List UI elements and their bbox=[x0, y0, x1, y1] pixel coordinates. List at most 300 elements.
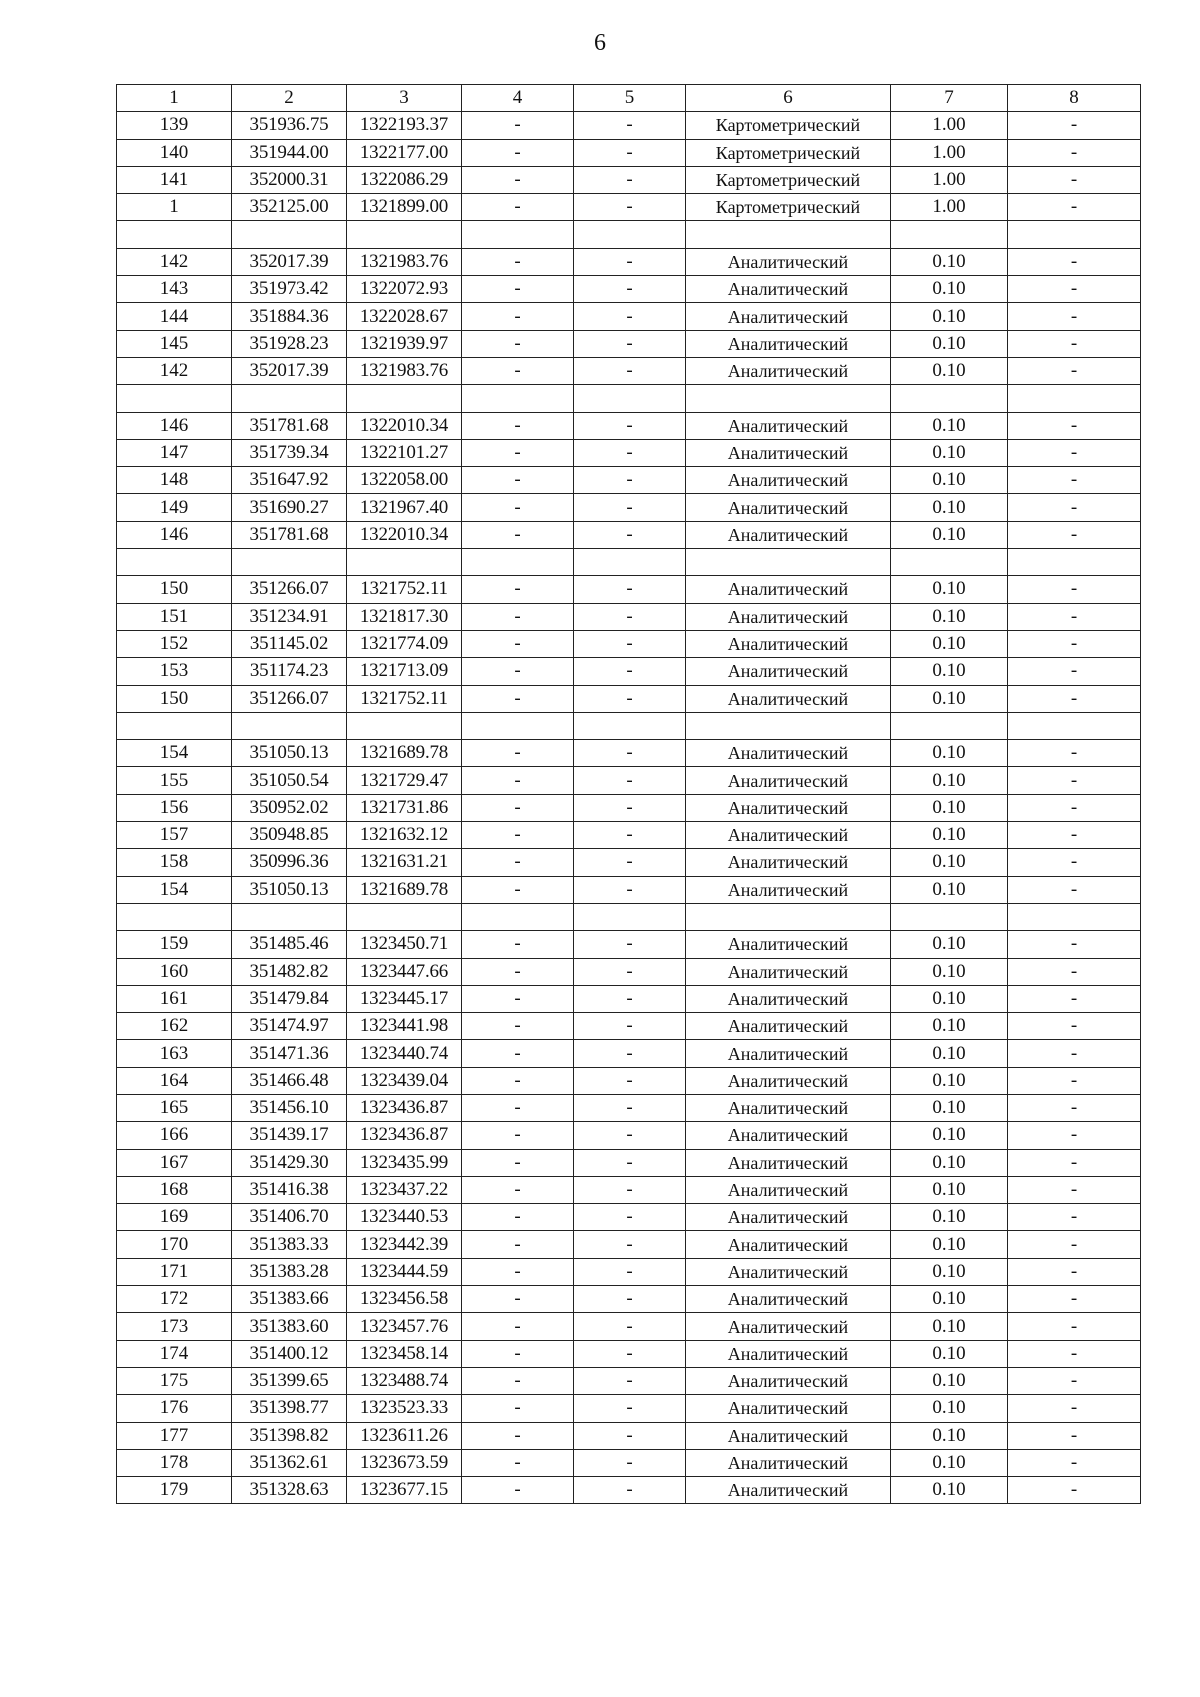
method-cell: Аналитический bbox=[686, 576, 891, 603]
column-8-cell: - bbox=[1008, 1094, 1141, 1121]
column-5-cell: - bbox=[574, 303, 686, 330]
column-4-cell: - bbox=[462, 985, 574, 1012]
table-row bbox=[117, 1340, 1141, 1367]
x-coordinate-cell: 350948.85 bbox=[232, 822, 347, 849]
column-4-cell: - bbox=[462, 630, 574, 657]
accuracy-cell: 0.10 bbox=[891, 1422, 1008, 1449]
column-5-cell bbox=[574, 221, 686, 248]
column-5-cell: - bbox=[574, 1313, 686, 1340]
accuracy-cell: 0.10 bbox=[891, 1340, 1008, 1367]
table-row bbox=[117, 1094, 1141, 1121]
method-cell: Аналитический bbox=[686, 876, 891, 903]
accuracy-cell: 0.10 bbox=[891, 767, 1008, 794]
column-4-cell: - bbox=[462, 1258, 574, 1285]
column-8-cell: - bbox=[1008, 1395, 1141, 1422]
method-cell: Аналитический bbox=[686, 603, 891, 630]
column-8-cell: - bbox=[1008, 166, 1141, 193]
x-coordinate-cell: 351050.54 bbox=[232, 767, 347, 794]
table-row bbox=[117, 467, 1141, 494]
accuracy-cell: 0.10 bbox=[891, 330, 1008, 357]
table-row bbox=[117, 767, 1141, 794]
column-4-cell: - bbox=[462, 1204, 574, 1231]
y-coordinate-cell: 1321631.21 bbox=[347, 849, 462, 876]
column-5-cell: - bbox=[574, 1340, 686, 1367]
column-8-cell: - bbox=[1008, 822, 1141, 849]
accuracy-cell: 0.10 bbox=[891, 1176, 1008, 1203]
accuracy-cell: 0.10 bbox=[891, 1258, 1008, 1285]
table-row bbox=[117, 1422, 1141, 1449]
x-coordinate-cell: 351050.13 bbox=[232, 876, 347, 903]
y-coordinate-cell: 1323435.99 bbox=[347, 1149, 462, 1176]
column-5-cell: - bbox=[574, 740, 686, 767]
point-number-cell: 175 bbox=[117, 1367, 232, 1394]
column-8-cell: - bbox=[1008, 794, 1141, 821]
method-cell: Аналитический bbox=[686, 1367, 891, 1394]
method-cell: Аналитический bbox=[686, 1286, 891, 1313]
column-4-cell: - bbox=[462, 357, 574, 384]
point-number-cell: 169 bbox=[117, 1204, 232, 1231]
x-coordinate-cell: 351383.28 bbox=[232, 1258, 347, 1285]
column-4-cell: - bbox=[462, 494, 574, 521]
header-cell: 6 bbox=[686, 85, 891, 112]
column-8-cell: - bbox=[1008, 1176, 1141, 1203]
table-row bbox=[117, 1367, 1141, 1394]
column-4-cell: - bbox=[462, 1477, 574, 1504]
column-8-cell: - bbox=[1008, 658, 1141, 685]
column-5-cell: - bbox=[574, 1231, 686, 1258]
point-number-cell: 156 bbox=[117, 794, 232, 821]
header-cell: 7 bbox=[891, 85, 1008, 112]
x-coordinate-cell: 351174.23 bbox=[232, 658, 347, 685]
column-5-cell: - bbox=[574, 603, 686, 630]
accuracy-cell: 0.10 bbox=[891, 521, 1008, 548]
point-number-cell: 176 bbox=[117, 1395, 232, 1422]
point-number-cell bbox=[117, 221, 232, 248]
point-number-cell: 158 bbox=[117, 849, 232, 876]
accuracy-cell: 0.10 bbox=[891, 494, 1008, 521]
table-row bbox=[117, 1395, 1141, 1422]
method-cell: Аналитический bbox=[686, 276, 891, 303]
column-4-cell: - bbox=[462, 521, 574, 548]
point-number-cell bbox=[117, 712, 232, 739]
accuracy-cell: 0.10 bbox=[891, 1204, 1008, 1231]
column-5-cell: - bbox=[574, 330, 686, 357]
y-coordinate-cell: 1321983.76 bbox=[347, 248, 462, 275]
accuracy-cell: 0.10 bbox=[891, 276, 1008, 303]
point-number-cell: 154 bbox=[117, 876, 232, 903]
point-number-cell: 162 bbox=[117, 1013, 232, 1040]
column-5-cell: - bbox=[574, 494, 686, 521]
method-cell: Аналитический bbox=[686, 248, 891, 275]
column-5-cell: - bbox=[574, 1477, 686, 1504]
method-cell: Аналитический bbox=[686, 521, 891, 548]
column-8-cell: - bbox=[1008, 1231, 1141, 1258]
column-5-cell: - bbox=[574, 139, 686, 166]
table-row bbox=[117, 1286, 1141, 1313]
column-4-cell: - bbox=[462, 876, 574, 903]
table-row bbox=[117, 1013, 1141, 1040]
column-8-cell: - bbox=[1008, 1449, 1141, 1476]
accuracy-cell: 0.10 bbox=[891, 1395, 1008, 1422]
column-8-cell: - bbox=[1008, 740, 1141, 767]
column-4-cell: - bbox=[462, 1067, 574, 1094]
y-coordinate-cell: 1321899.00 bbox=[347, 194, 462, 221]
column-5-cell: - bbox=[574, 1395, 686, 1422]
table-row bbox=[117, 1067, 1141, 1094]
table-row bbox=[117, 685, 1141, 712]
column-8-cell: - bbox=[1008, 1422, 1141, 1449]
x-coordinate-cell: 352017.39 bbox=[232, 357, 347, 384]
column-8-cell bbox=[1008, 712, 1141, 739]
x-coordinate-cell: 351739.34 bbox=[232, 439, 347, 466]
header-cell: 2 bbox=[232, 85, 347, 112]
column-5-cell: - bbox=[574, 1013, 686, 1040]
x-coordinate-cell: 352017.39 bbox=[232, 248, 347, 275]
point-number-cell: 171 bbox=[117, 1258, 232, 1285]
table-row bbox=[117, 1204, 1141, 1231]
x-coordinate-cell: 351456.10 bbox=[232, 1094, 347, 1121]
x-coordinate-cell: 351482.82 bbox=[232, 958, 347, 985]
column-5-cell: - bbox=[574, 1204, 686, 1231]
table-row bbox=[117, 903, 1141, 930]
column-8-cell: - bbox=[1008, 1258, 1141, 1285]
point-number-cell: 150 bbox=[117, 685, 232, 712]
y-coordinate-cell: 1321774.09 bbox=[347, 630, 462, 657]
accuracy-cell: 0.10 bbox=[891, 658, 1008, 685]
method-cell: Аналитический bbox=[686, 467, 891, 494]
y-coordinate-cell: 1323436.87 bbox=[347, 1122, 462, 1149]
column-4-cell bbox=[462, 549, 574, 576]
x-coordinate-cell: 351383.66 bbox=[232, 1286, 347, 1313]
column-8-cell: - bbox=[1008, 1149, 1141, 1176]
column-4-cell: - bbox=[462, 412, 574, 439]
point-number-cell: 144 bbox=[117, 303, 232, 330]
column-8-cell bbox=[1008, 221, 1141, 248]
x-coordinate-cell: 351429.30 bbox=[232, 1149, 347, 1176]
x-coordinate-cell: 351944.00 bbox=[232, 139, 347, 166]
method-cell: Аналитический bbox=[686, 412, 891, 439]
x-coordinate-cell: 351406.70 bbox=[232, 1204, 347, 1231]
column-5-cell: - bbox=[574, 1149, 686, 1176]
column-5-cell: - bbox=[574, 931, 686, 958]
column-4-cell bbox=[462, 712, 574, 739]
column-4-cell: - bbox=[462, 740, 574, 767]
method-cell: Картометрический bbox=[686, 166, 891, 193]
y-coordinate-cell: 1322010.34 bbox=[347, 412, 462, 439]
table-row bbox=[117, 985, 1141, 1012]
header-cell: 3 bbox=[347, 85, 462, 112]
point-number-cell: 152 bbox=[117, 630, 232, 657]
column-4-cell: - bbox=[462, 1013, 574, 1040]
table-row bbox=[117, 1122, 1141, 1149]
point-number-cell: 143 bbox=[117, 276, 232, 303]
method-cell: Аналитический bbox=[686, 767, 891, 794]
point-number-cell: 151 bbox=[117, 603, 232, 630]
point-number-cell: 150 bbox=[117, 576, 232, 603]
header-cell: 8 bbox=[1008, 85, 1141, 112]
y-coordinate-cell: 1323447.66 bbox=[347, 958, 462, 985]
method-cell: Аналитический bbox=[686, 1122, 891, 1149]
column-8-cell bbox=[1008, 385, 1141, 412]
column-5-cell: - bbox=[574, 985, 686, 1012]
table-row bbox=[117, 221, 1141, 248]
method-cell: Аналитический bbox=[686, 1040, 891, 1067]
table-row bbox=[117, 876, 1141, 903]
y-coordinate-cell: 1321939.97 bbox=[347, 330, 462, 357]
x-coordinate-cell: 351781.68 bbox=[232, 521, 347, 548]
y-coordinate-cell: 1321731.86 bbox=[347, 794, 462, 821]
method-cell: Аналитический bbox=[686, 330, 891, 357]
column-5-cell: - bbox=[574, 1040, 686, 1067]
method-cell: Аналитический bbox=[686, 303, 891, 330]
y-coordinate-cell: 1323458.14 bbox=[347, 1340, 462, 1367]
accuracy-cell: 0.10 bbox=[891, 822, 1008, 849]
table-row bbox=[117, 1477, 1141, 1504]
accuracy-cell: 0.10 bbox=[891, 740, 1008, 767]
table-row bbox=[117, 521, 1141, 548]
accuracy-cell: 0.10 bbox=[891, 876, 1008, 903]
column-4-cell: - bbox=[462, 1422, 574, 1449]
x-coordinate-cell: 351362.61 bbox=[232, 1449, 347, 1476]
accuracy-cell: 0.10 bbox=[891, 1067, 1008, 1094]
column-5-cell bbox=[574, 549, 686, 576]
table-row bbox=[117, 357, 1141, 384]
accuracy-cell: 0.10 bbox=[891, 303, 1008, 330]
x-coordinate-cell bbox=[232, 903, 347, 930]
x-coordinate-cell bbox=[232, 221, 347, 248]
table-row bbox=[117, 958, 1141, 985]
table-row bbox=[117, 1040, 1141, 1067]
method-cell: Аналитический bbox=[686, 1340, 891, 1367]
y-coordinate-cell: 1323450.71 bbox=[347, 931, 462, 958]
point-number-cell: 147 bbox=[117, 439, 232, 466]
accuracy-cell: 1.00 bbox=[891, 194, 1008, 221]
point-number-cell: 163 bbox=[117, 1040, 232, 1067]
x-coordinate-cell: 351471.36 bbox=[232, 1040, 347, 1067]
method-cell: Аналитический bbox=[686, 1395, 891, 1422]
method-cell: Аналитический bbox=[686, 931, 891, 958]
method-cell: Аналитический bbox=[686, 740, 891, 767]
y-coordinate-cell: 1321689.78 bbox=[347, 876, 462, 903]
x-coordinate-cell: 351399.65 bbox=[232, 1367, 347, 1394]
y-coordinate-cell: 1323442.39 bbox=[347, 1231, 462, 1258]
column-5-cell: - bbox=[574, 439, 686, 466]
accuracy-cell: 0.10 bbox=[891, 467, 1008, 494]
accuracy-cell: 0.10 bbox=[891, 1149, 1008, 1176]
column-8-cell: - bbox=[1008, 767, 1141, 794]
column-8-cell: - bbox=[1008, 576, 1141, 603]
point-number-cell: 1 bbox=[117, 194, 232, 221]
x-coordinate-cell: 351050.13 bbox=[232, 740, 347, 767]
y-coordinate-cell: 1321752.11 bbox=[347, 576, 462, 603]
point-number-cell: 140 bbox=[117, 139, 232, 166]
x-coordinate-cell: 351466.48 bbox=[232, 1067, 347, 1094]
table-row bbox=[117, 139, 1141, 166]
point-number-cell: 159 bbox=[117, 931, 232, 958]
table-row bbox=[117, 603, 1141, 630]
column-8-cell: - bbox=[1008, 357, 1141, 384]
column-8-cell: - bbox=[1008, 685, 1141, 712]
y-coordinate-cell bbox=[347, 712, 462, 739]
method-cell bbox=[686, 712, 891, 739]
column-8-cell: - bbox=[1008, 303, 1141, 330]
table-row bbox=[117, 412, 1141, 439]
accuracy-cell bbox=[891, 221, 1008, 248]
column-5-cell: - bbox=[574, 794, 686, 821]
column-5-cell: - bbox=[574, 1286, 686, 1313]
y-coordinate-cell: 1322010.34 bbox=[347, 521, 462, 548]
point-number-cell: 174 bbox=[117, 1340, 232, 1367]
table-row bbox=[117, 1176, 1141, 1203]
column-4-cell: - bbox=[462, 603, 574, 630]
x-coordinate-cell: 350952.02 bbox=[232, 794, 347, 821]
column-8-cell: - bbox=[1008, 1367, 1141, 1394]
column-4-cell: - bbox=[462, 330, 574, 357]
method-cell: Аналитический bbox=[686, 985, 891, 1012]
column-4-cell: - bbox=[462, 1122, 574, 1149]
table-row bbox=[117, 740, 1141, 767]
table-body bbox=[117, 85, 1141, 1504]
table-row bbox=[117, 1449, 1141, 1476]
accuracy-cell: 1.00 bbox=[891, 112, 1008, 139]
column-5-cell: - bbox=[574, 412, 686, 439]
table-row bbox=[117, 822, 1141, 849]
y-coordinate-cell: 1322101.27 bbox=[347, 439, 462, 466]
column-4-cell bbox=[462, 221, 574, 248]
y-coordinate-cell bbox=[347, 903, 462, 930]
point-number-cell: 177 bbox=[117, 1422, 232, 1449]
column-4-cell: - bbox=[462, 139, 574, 166]
y-coordinate-cell: 1322072.93 bbox=[347, 276, 462, 303]
column-8-cell: - bbox=[1008, 1340, 1141, 1367]
point-number-cell bbox=[117, 385, 232, 412]
point-number-cell: 161 bbox=[117, 985, 232, 1012]
point-number-cell: 149 bbox=[117, 494, 232, 521]
point-number-cell bbox=[117, 549, 232, 576]
column-4-cell: - bbox=[462, 767, 574, 794]
point-number-cell: 141 bbox=[117, 166, 232, 193]
x-coordinate-cell: 351884.36 bbox=[232, 303, 347, 330]
y-coordinate-cell: 1323437.22 bbox=[347, 1176, 462, 1203]
column-4-cell: - bbox=[462, 303, 574, 330]
column-5-cell: - bbox=[574, 194, 686, 221]
column-8-cell: - bbox=[1008, 958, 1141, 985]
column-8-cell: - bbox=[1008, 248, 1141, 275]
method-cell: Аналитический bbox=[686, 1422, 891, 1449]
y-coordinate-cell: 1323611.26 bbox=[347, 1422, 462, 1449]
method-cell: Аналитический bbox=[686, 794, 891, 821]
point-number-cell: 157 bbox=[117, 822, 232, 849]
point-number-cell: 155 bbox=[117, 767, 232, 794]
column-8-cell: - bbox=[1008, 112, 1141, 139]
column-8-cell: - bbox=[1008, 1286, 1141, 1313]
column-4-cell: - bbox=[462, 958, 574, 985]
point-number-cell: 178 bbox=[117, 1449, 232, 1476]
column-5-cell: - bbox=[574, 685, 686, 712]
column-4-cell: - bbox=[462, 1367, 574, 1394]
table-row bbox=[117, 849, 1141, 876]
x-coordinate-cell: 351936.75 bbox=[232, 112, 347, 139]
table-row bbox=[117, 576, 1141, 603]
y-coordinate-cell: 1323439.04 bbox=[347, 1067, 462, 1094]
table-row bbox=[117, 658, 1141, 685]
method-cell: Аналитический bbox=[686, 1067, 891, 1094]
column-5-cell: - bbox=[574, 1067, 686, 1094]
column-4-cell: - bbox=[462, 1149, 574, 1176]
method-cell: Аналитический bbox=[686, 1176, 891, 1203]
y-coordinate-cell: 1322086.29 bbox=[347, 166, 462, 193]
y-coordinate-cell: 1323523.33 bbox=[347, 1395, 462, 1422]
x-coordinate-cell: 352000.31 bbox=[232, 166, 347, 193]
column-8-cell bbox=[1008, 549, 1141, 576]
accuracy-cell: 0.10 bbox=[891, 958, 1008, 985]
column-5-cell: - bbox=[574, 767, 686, 794]
accuracy-cell: 0.10 bbox=[891, 849, 1008, 876]
x-coordinate-cell: 351383.33 bbox=[232, 1231, 347, 1258]
column-5-cell: - bbox=[574, 112, 686, 139]
column-8-cell: - bbox=[1008, 1122, 1141, 1149]
point-number-cell: 172 bbox=[117, 1286, 232, 1313]
method-cell: Аналитический bbox=[686, 1231, 891, 1258]
table-row bbox=[117, 1149, 1141, 1176]
method-cell: Аналитический bbox=[686, 658, 891, 685]
method-cell bbox=[686, 903, 891, 930]
table-row bbox=[117, 712, 1141, 739]
x-coordinate-cell: 351398.82 bbox=[232, 1422, 347, 1449]
x-coordinate-cell bbox=[232, 385, 347, 412]
column-5-cell: - bbox=[574, 1176, 686, 1203]
y-coordinate-cell: 1323456.58 bbox=[347, 1286, 462, 1313]
column-5-cell: - bbox=[574, 248, 686, 275]
method-cell: Аналитический bbox=[686, 685, 891, 712]
column-5-cell: - bbox=[574, 849, 686, 876]
column-8-cell: - bbox=[1008, 194, 1141, 221]
y-coordinate-cell: 1322058.00 bbox=[347, 467, 462, 494]
column-5-cell: - bbox=[574, 576, 686, 603]
column-5-cell: - bbox=[574, 1094, 686, 1121]
method-cell: Аналитический bbox=[686, 1094, 891, 1121]
x-coordinate-cell: 352125.00 bbox=[232, 194, 347, 221]
table-row bbox=[117, 330, 1141, 357]
method-cell: Аналитический bbox=[686, 1149, 891, 1176]
method-cell bbox=[686, 385, 891, 412]
point-number-cell: 146 bbox=[117, 521, 232, 548]
column-5-cell: - bbox=[574, 276, 686, 303]
accuracy-cell bbox=[891, 549, 1008, 576]
column-4-cell: - bbox=[462, 1094, 574, 1121]
x-coordinate-cell: 351266.07 bbox=[232, 685, 347, 712]
method-cell: Картометрический bbox=[686, 112, 891, 139]
column-5-cell bbox=[574, 712, 686, 739]
column-8-cell: - bbox=[1008, 139, 1141, 166]
x-coordinate-cell bbox=[232, 549, 347, 576]
point-number-cell: 142 bbox=[117, 248, 232, 275]
table-row bbox=[117, 931, 1141, 958]
y-coordinate-cell: 1322028.67 bbox=[347, 303, 462, 330]
point-number-cell: 179 bbox=[117, 1477, 232, 1504]
accuracy-cell: 0.10 bbox=[891, 603, 1008, 630]
x-coordinate-cell: 351479.84 bbox=[232, 985, 347, 1012]
header-cell: 5 bbox=[574, 85, 686, 112]
table-header-row bbox=[117, 85, 1141, 112]
table-row bbox=[117, 112, 1141, 139]
accuracy-cell: 0.10 bbox=[891, 1286, 1008, 1313]
y-coordinate-cell: 1321689.78 bbox=[347, 740, 462, 767]
y-coordinate-cell: 1321817.30 bbox=[347, 603, 462, 630]
method-cell: Аналитический bbox=[686, 1204, 891, 1231]
column-5-cell: - bbox=[574, 958, 686, 985]
y-coordinate-cell: 1323441.98 bbox=[347, 1013, 462, 1040]
